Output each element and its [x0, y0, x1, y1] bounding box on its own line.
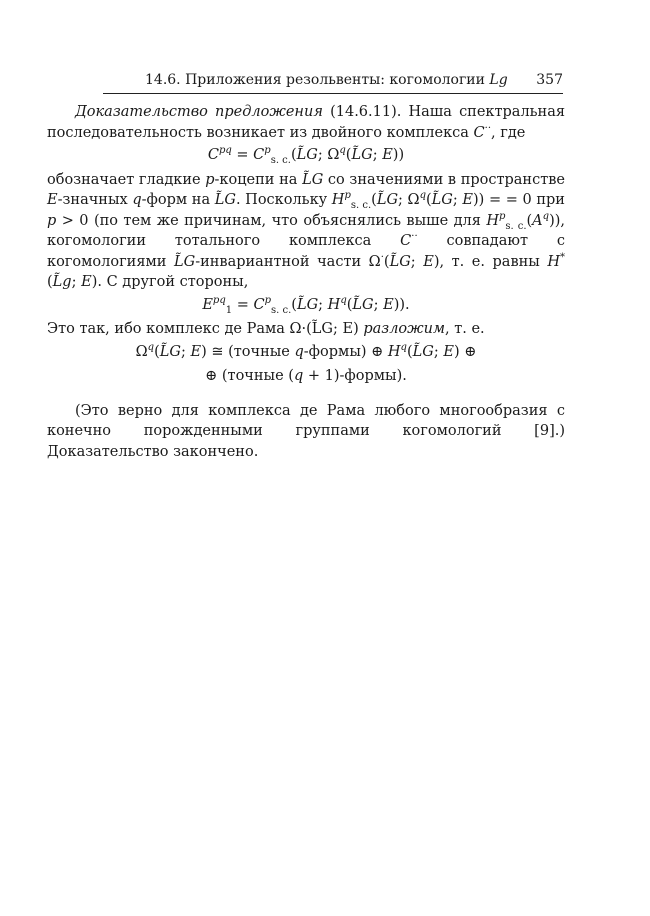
- formula-e1: $E^{pq}_1$ = $C^p_{s. c.}(L̃G$; $H^q(L̃G$; E)).: [202, 294, 410, 316]
- formula-decomposition-line1: $\Omega^q(L̃G$; E) ≅ (точные q-формы) ⊕ $H^q(L̃G$; E) ⊕: [135, 341, 477, 360]
- paragraph-smooth-cochains: обозначает гладкие p-коцепи на L̃G со значениями в пространстве E-значных q-форм на L̃G. Поскольку $H^p_{s. c.}(L̃G$; $\Omega^q(L̃G$; E)) = = 0 при p > 0 (по тем же причинам, что объяснялись выше для $H^p_{s. c.}(A^q)$), когомологии тотального комплекса C·· совпадают с когомологиями L̃G-инвариантной части Ω·(L̃G; E), т. е. равны H*(L̃g; E). С другой стороны,: [47, 171, 566, 290]
- running-title: 14.6. Приложения резольвенты: когомологии Lg: [145, 72, 508, 88]
- page-number: 357: [536, 72, 563, 88]
- paragraph-conclusion: (Это верно для комплекса де Рама любого многообразия с конечно порожденными группами когомологий [9].) Доказательство закончено.: [47, 402, 565, 460]
- page-header: [103, 72, 563, 94]
- formula-cpq: $C^{pq}$ = $C^p_{s. c.}(L̃G$; $\Omega^q(L̃G$; E)): [207, 145, 405, 166]
- page-body: [47, 102, 565, 462]
- paragraph-proof-intro: Доказательство предложения (14.6.11). Наша спектральная последовательность возникает из двойного комплекса C··, где: [47, 104, 566, 141]
- paragraph-de-rham: Это так, ибо комплекс де Рама Ω·(L̃G; E) разложим, т. е.: [47, 321, 485, 337]
- formula-decomposition-line2: ⊕ (точные (q + 1)-формы).: [205, 368, 407, 384]
